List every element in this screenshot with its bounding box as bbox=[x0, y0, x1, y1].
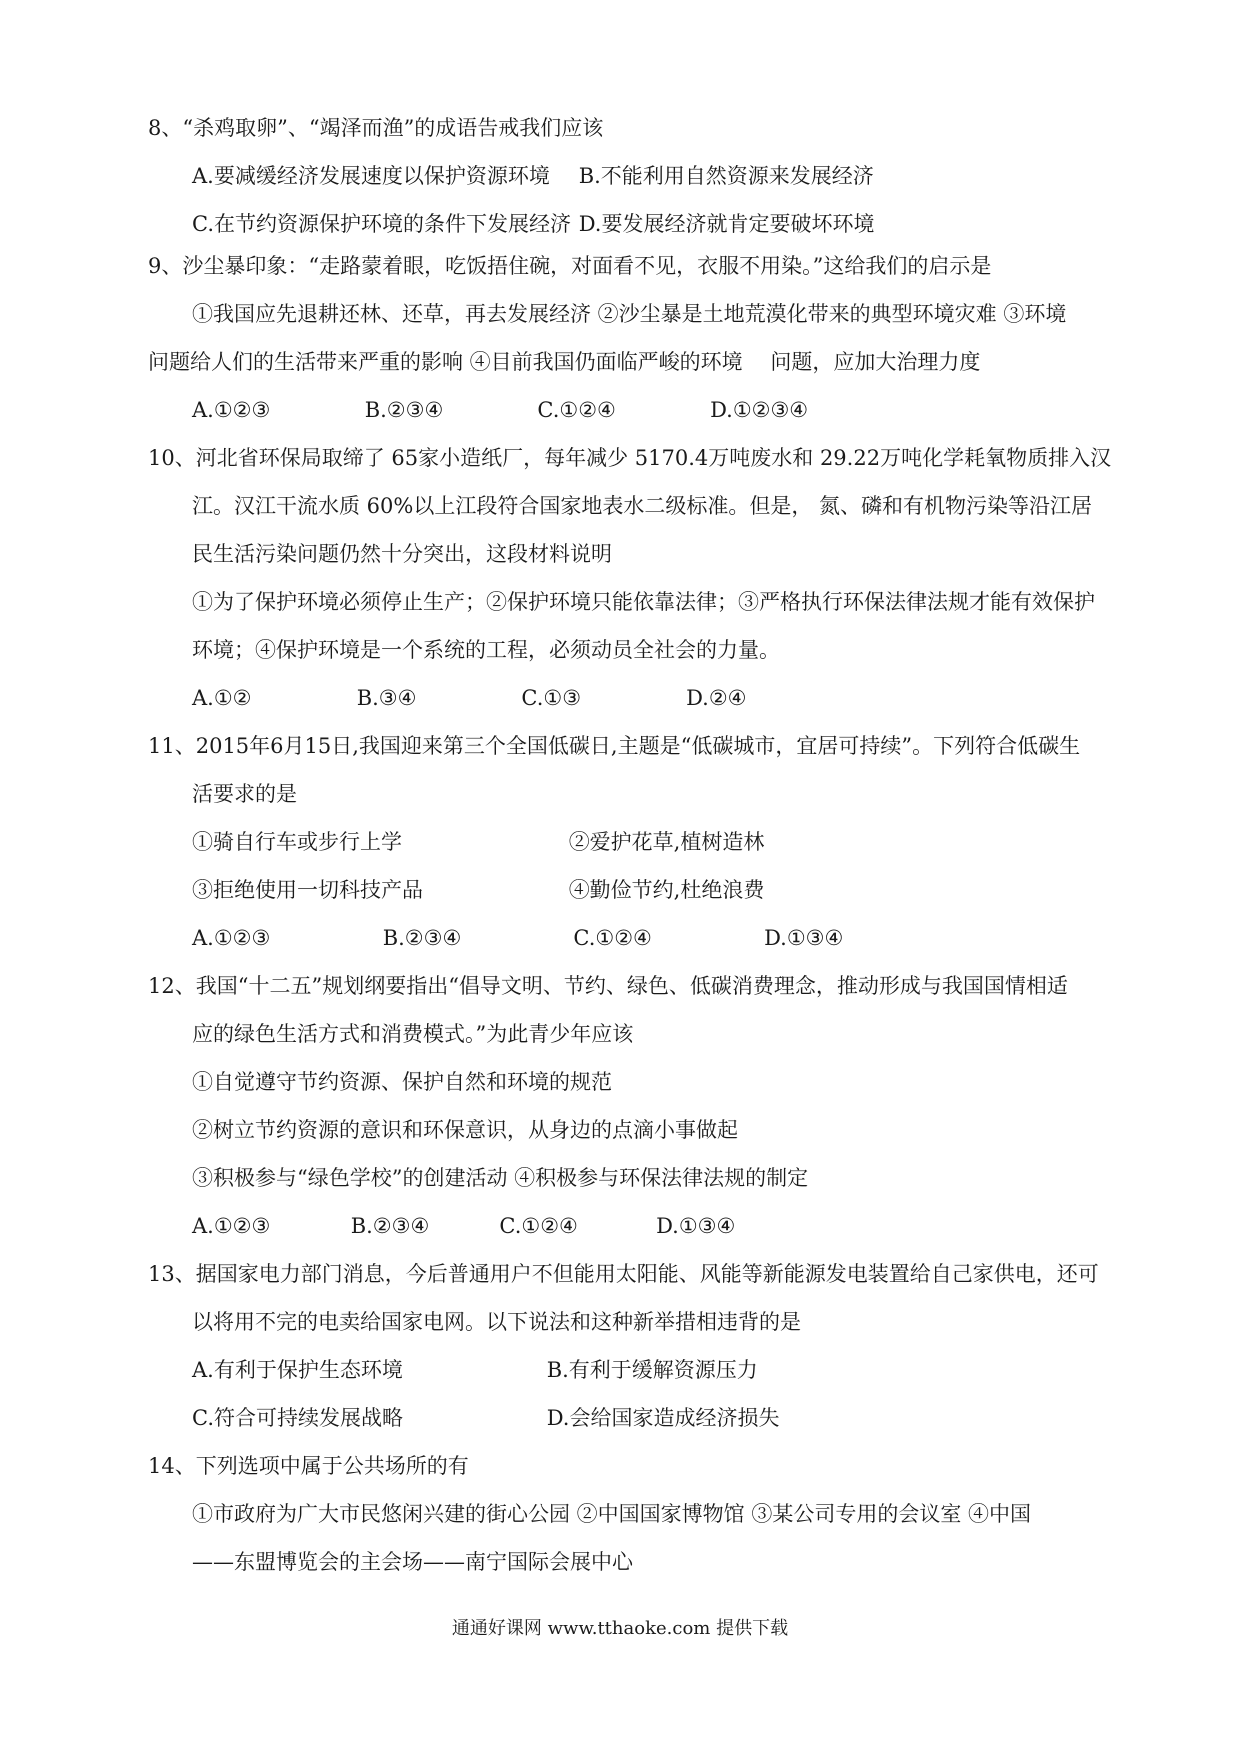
options-row bbox=[148, 674, 1128, 722]
statement-3: ③拒绝使用一切科技产品 bbox=[192, 878, 423, 902]
option-b: B.有利于缓解资源压力 bbox=[546, 1358, 758, 1382]
option-b: B.②③④ bbox=[350, 1214, 430, 1238]
question-10 bbox=[148, 434, 1128, 722]
question-11 bbox=[148, 722, 1128, 962]
question-stem: 应的绿色生活方式和消费模式。”为此青少年应该 bbox=[192, 1022, 634, 1046]
statement-1: ①骑自行车或步行上学 bbox=[192, 830, 402, 854]
statement-row bbox=[148, 866, 1128, 914]
option-d: D.①③④ bbox=[764, 926, 844, 950]
option-d: D.会给国家造成经济损失 bbox=[546, 1406, 780, 1430]
options-row bbox=[148, 200, 1128, 248]
statement-line: ①自觉遵守节约资源、保护自然和环境的规范 bbox=[192, 1070, 612, 1094]
question-12 bbox=[148, 962, 1128, 1250]
option-d: D.①③④ bbox=[656, 1214, 736, 1238]
option-b: B.③④ bbox=[356, 686, 417, 710]
statement-line: 环境；④保护环境是一个系统的工程，必须动员全社会的力量。 bbox=[192, 638, 780, 662]
option-a: A.要减缓经济发展速度以保护资源环境 bbox=[192, 164, 550, 188]
question-stem: 10、河北省环保局取缔了 65家小造纸厂，每年减少 5170.4万吨废水和 29.22万吨化学耗氧物质排入汉 bbox=[148, 446, 1112, 470]
options-row bbox=[148, 1346, 1128, 1394]
question-8 bbox=[148, 104, 1128, 248]
option-c: C.①②④ bbox=[537, 398, 616, 422]
option-a: A.有利于保护生态环境 bbox=[192, 1358, 403, 1382]
option-a: A.①② bbox=[192, 686, 252, 710]
question-stem: 8、“杀鸡取卵”、“竭泽而渔”的成语告戒我们应该 bbox=[148, 116, 604, 140]
statement-line: 问题给人们的生活带来严重的影响 ④目前我国仍面临严峻的环境 问题，应加大治理力度 bbox=[148, 350, 981, 374]
question-9 bbox=[148, 242, 1128, 434]
option-a: A.①②③ bbox=[192, 1214, 271, 1238]
statement-line: ①市政府为广大市民悠闲兴建的街心公园 ②中国国家博物馆 ③某公司专用的会议室 ④中国 bbox=[192, 1502, 1032, 1526]
statement-line: ——东盟博览会的主会场——南宁国际会展中心 bbox=[192, 1550, 633, 1574]
option-c: C.符合可持续发展战略 bbox=[192, 1406, 403, 1430]
question-stem: 11、2015年6月15日,我国迎来第三个全国低碳日,主题是“低碳城市，宜居可持续”。下列符合低碳生 bbox=[148, 734, 1081, 758]
option-d: D.①②③④ bbox=[710, 398, 809, 422]
option-a: A.①②③ bbox=[192, 398, 271, 422]
option-a: A.①②③ bbox=[192, 926, 271, 950]
options-row bbox=[148, 386, 1128, 434]
statement-line: ①为了保护环境必须停止生产；②保护环境只能依靠法律；③严格执行环保法律法规才能有效保护 bbox=[192, 590, 1095, 614]
option-b: B.②③④ bbox=[382, 926, 462, 950]
options-row bbox=[148, 1394, 1128, 1442]
statement-row bbox=[148, 818, 1128, 866]
option-b: B.不能利用自然资源来发展经济 bbox=[578, 164, 874, 188]
question-stem: 江。汉江干流水质 60%以上江段符合国家地表水二级标准。但是， 氮、磷和有机物污染等沿江居 bbox=[192, 494, 1093, 518]
question-14 bbox=[148, 1442, 1128, 1586]
option-b: B.②③④ bbox=[364, 398, 444, 422]
question-stem: 9、沙尘暴印象：“走路蒙着眼，吃饭捂住碗，对面看不见，衣服不用染。”这给我们的启示是 bbox=[148, 254, 992, 278]
page-footer: 通通好课网 www.tthaoke.com 提供下载 bbox=[451, 1618, 789, 1639]
options-row bbox=[148, 1202, 1128, 1250]
option-d: D.②④ bbox=[686, 686, 747, 710]
statement-line: ③积极参与“绿色学校”的创建活动 ④积极参与环保法律法规的制定 bbox=[192, 1166, 809, 1190]
option-c: C.①②④ bbox=[573, 926, 652, 950]
question-stem: 活要求的是 bbox=[192, 782, 297, 806]
statement-4: ④勤俭节约,杜绝浪费 bbox=[568, 878, 765, 902]
option-d: D.要发展经济就肯定要破坏环境 bbox=[578, 212, 875, 236]
question-13 bbox=[148, 1250, 1128, 1442]
options-row bbox=[148, 914, 1128, 962]
option-c: C.在节约资源保护环境的条件下发展经济 bbox=[192, 212, 571, 236]
statement-line: ①我国应先退耕还林、还草，再去发展经济 ②沙尘暴是土地荒漠化带来的典型环境灾难 ③环境 bbox=[192, 302, 1067, 326]
question-stem: 13、据国家电力部门消息，今后普通用户不但能用太阳能、风能等新能源发电装置给自己家供电，还可 bbox=[148, 1262, 1099, 1286]
statement-line: ②树立节约资源的意识和环保意识，从身边的点滴小事做起 bbox=[192, 1118, 738, 1142]
statement-2: ②爱护花草,植树造林 bbox=[568, 830, 765, 854]
question-stem: 以将用不完的电卖给国家电网。以下说法和这种新举措相违背的是 bbox=[192, 1310, 801, 1334]
option-c: C.①③ bbox=[521, 686, 582, 710]
option-c: C.①②④ bbox=[499, 1214, 578, 1238]
question-stem: 12、我国“十二五”规划纲要指出“倡导文明、节约、绿色、低碳消费理念，推动形成与我国国情相适 bbox=[148, 974, 1068, 998]
options-row bbox=[148, 152, 1128, 200]
question-stem: 民生活污染问题仍然十分突出，这段材料说明 bbox=[192, 542, 612, 566]
question-stem: 14、下列选项中属于公共场所的有 bbox=[148, 1454, 469, 1478]
